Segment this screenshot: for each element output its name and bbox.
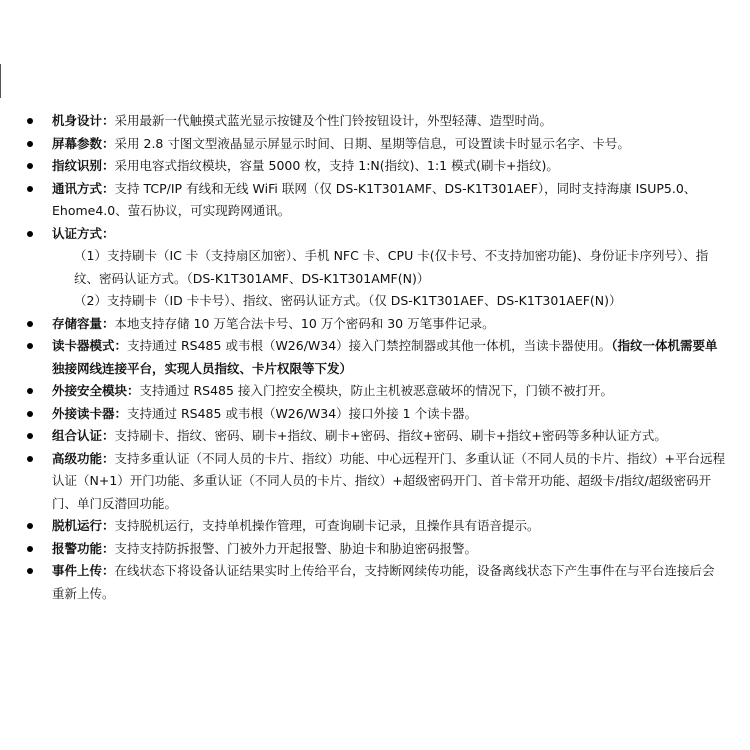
item-bold-note: （指纹一体机需要单独接网线连接平台，实现人员指纹、卡片权限等下发） bbox=[52, 338, 718, 376]
item-label: 事件上传： bbox=[52, 563, 115, 578]
list-item bbox=[24, 313, 726, 336]
item-label: 高级功能： bbox=[52, 450, 115, 466]
bullet-icon bbox=[27, 343, 33, 349]
item-text: 在线状态下将设备认证结果实时上传给平台，支持断网续传功能，设备离线状态下产生事件在与平台连接后会重新上传。 bbox=[52, 563, 715, 601]
item-label: 存储容量： bbox=[52, 315, 115, 331]
item-label: 脱机运行： bbox=[52, 518, 115, 533]
bullet-icon bbox=[27, 141, 33, 147]
item-label: 认证方式： bbox=[52, 225, 115, 241]
item-text: 采用电容式指纹模块，容量 5000 枚，支持 1:N(指纹)、1:1 模式(刷卡+指纹)。 bbox=[114, 158, 559, 173]
list-item bbox=[24, 178, 726, 223]
item-text: 支持通过 RS485 或韦根（W26/W34）接入门禁控制器或其他一体机，当读卡器使用。 bbox=[127, 338, 612, 353]
item-label: 外接安全模块： bbox=[52, 383, 140, 398]
item-label: 指纹识别： bbox=[52, 158, 115, 173]
item-text: 支持通过 RS485 或韦根（W26/W34）接口外接 1 个读卡器。 bbox=[127, 405, 478, 421]
bullet-icon bbox=[27, 163, 33, 169]
list-item bbox=[24, 403, 726, 426]
auth-sub-item: （2）支持刷卡（ID 卡卡号）、指纹、密码认证方式。（仅 DS-K1T301AEF、DS-K1T301AEF(N)） bbox=[74, 293, 622, 308]
bullet-icon bbox=[27, 411, 33, 417]
item-text: 支持支持防拆报警、门被外力开起报警、胁迫卡和胁迫密码报警。 bbox=[114, 540, 478, 556]
item-text: 支持通过 RS485 接入门控安全模块，防止主机被恶意破坏的情况下，门锁不被打开。 bbox=[139, 383, 613, 398]
item-label: 屏幕参数： bbox=[52, 135, 115, 151]
item-label: 组合认证： bbox=[52, 428, 115, 443]
bullet-icon bbox=[27, 456, 33, 462]
bullet-icon bbox=[27, 433, 33, 439]
bullet-icon bbox=[27, 186, 33, 192]
list-item bbox=[24, 448, 726, 516]
list-item bbox=[24, 155, 726, 178]
list-item bbox=[24, 425, 726, 448]
list-item bbox=[24, 380, 726, 403]
list-item bbox=[24, 560, 726, 605]
item-text: 采用 2.8 寸图文型液晶显示屏显示时间、日期、星期等信息，可设置读卡时显示名字、卡号。 bbox=[114, 135, 630, 151]
item-label: 机身设计： bbox=[52, 113, 115, 128]
list-item bbox=[24, 110, 726, 133]
list-item bbox=[24, 335, 726, 380]
item-label: 读卡器模式： bbox=[52, 338, 128, 353]
item-label: 外接读卡器： bbox=[52, 405, 128, 421]
item-text: 支持脱机运行，支持单机操作管理，可查询刷卡记录，且操作具有语音提示。 bbox=[114, 518, 540, 533]
item-label: 通讯方式： bbox=[52, 180, 115, 196]
text-cursor-line bbox=[0, 64, 1, 98]
bullet-icon bbox=[27, 546, 33, 552]
bullet-icon bbox=[27, 523, 33, 529]
item-text: 本地支持存储 10 万笔合法卡号、10 万个密码和 30 万笔事件记录。 bbox=[114, 315, 495, 331]
item-text: 支持多重认证（不同人员的卡片、指纹）功能、中心远程开门、多重认证（不同人员的卡片、指纹）+平台远程认证（N+1）开门功能、多重认证（不同人员的卡片、指纹）+超级密码开门、首卡常开功能、超级卡/指纹/超级密码开门、单门反潜回功能。 bbox=[52, 450, 725, 511]
item-text: 支持 TCP/IP 有线和无线 WiFi 联网（仅 DS-K1T301AMF、DS-K1T301AEF），同时支持海康 ISUP5.0、Ehome4.0、萤石协议，可实现跨网通讯。 bbox=[52, 180, 697, 218]
bullet-icon bbox=[27, 231, 33, 237]
list-item bbox=[24, 133, 726, 156]
list-item bbox=[24, 223, 726, 313]
bullet-icon bbox=[27, 388, 33, 394]
bullet-icon bbox=[27, 118, 33, 124]
item-label: 报警功能： bbox=[52, 540, 115, 556]
list-item bbox=[24, 538, 726, 561]
feature-list bbox=[24, 110, 726, 605]
list-item bbox=[24, 515, 726, 538]
bullet-icon bbox=[27, 568, 33, 574]
item-text: 支持刷卡、指纹、密码、刷卡+指纹、刷卡+密码、指纹+密码、刷卡+指纹+密码等多种认证方式。 bbox=[114, 428, 667, 443]
auth-sub-item: （1）支持刷卡（IC 卡（支持扇区加密）、手机 NFC 卡、CPU 卡(仅卡号、不支持加密功能)、身份证卡序列号）、指纹、密码认证方式。（DS-K1T301AMF、DS-K1T301AMF(N)） bbox=[74, 248, 709, 286]
bullet-icon bbox=[27, 321, 33, 327]
item-text: 采用最新一代触摸式蓝光显示按键及个性门铃按钮设计，外型轻薄、造型时尚。 bbox=[114, 113, 553, 128]
